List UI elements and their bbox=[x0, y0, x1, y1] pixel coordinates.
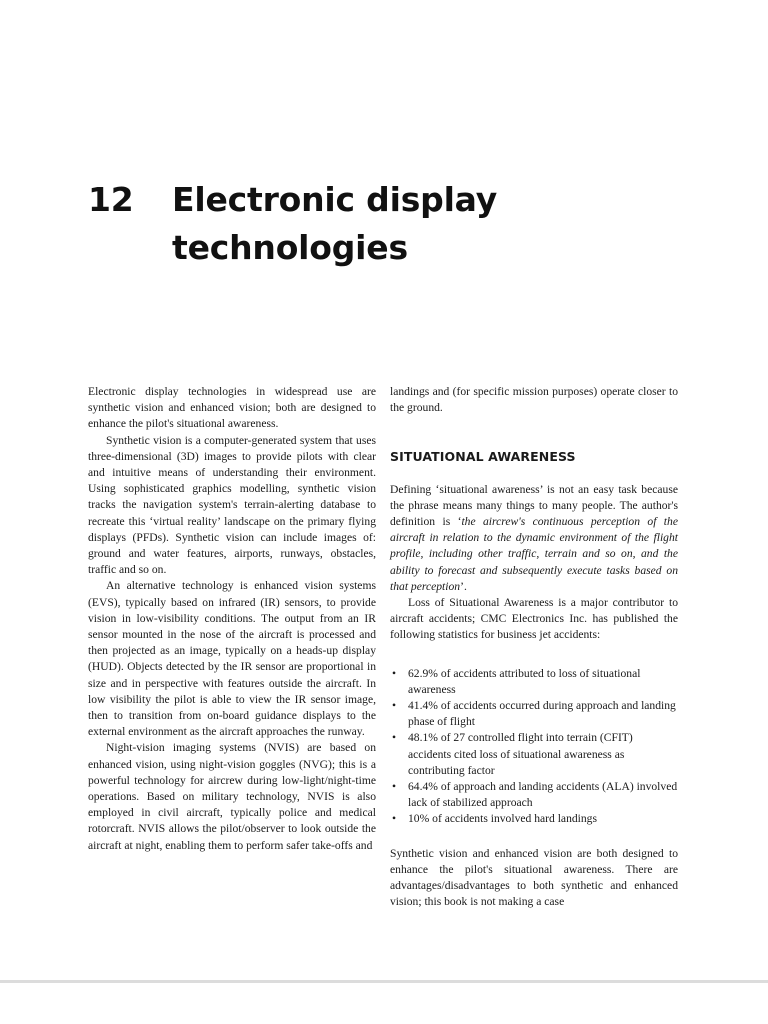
paragraph: Synthetic vision and enhanced vision are both designed to enhance the pilot's situational awareness. There are advantages/disadvantages to both synthetic and enhanced vision; this book is not making a case bbox=[390, 846, 678, 909]
definition-text: the aircrew's continuous perception of the aircraft in relation to the dynamic environment of the flight profile, including other traffic, terrain and so on, and the ability to forecast and subsequently execute tasks based on that perception bbox=[390, 515, 678, 593]
list-item: • 48.1% of 27 controlled flight into terrain (CFIT) accidents cited loss of situational awareness as contributing factor bbox=[390, 730, 678, 779]
paragraph: landings and (for specific mission purposes) operate closer to the ground. bbox=[390, 385, 678, 415]
chapter-heading bbox=[88, 176, 512, 272]
paragraph bbox=[390, 482, 678, 595]
statistics-list bbox=[390, 666, 678, 828]
chapter-number: 12 bbox=[88, 180, 134, 219]
paragraph: An alternative technology is enhanced vision systems (EVS), typically based on infrared (IR) sensors, to provide vision in low-visibility conditions. The output from an IR sensor mounted in the nose of the aircraft is processed and then projected as an image, typically on a heads-up display (HUD). Objects detected by the IR sensor are proportional in size and in perspective with features outside the aircraft. In low visibility the pilot is able to view the IR sensor image, then to transition from on-board guidance displays to the external environment as the aircraft approaches the runway. bbox=[88, 579, 376, 739]
paragraph-text: Defining ‘situational awareness’ is not an easy task because the phrase means many things to many people. The author's definition is ‘ bbox=[390, 482, 678, 529]
chapter-title: Electronic display technologies bbox=[172, 180, 498, 267]
paragraph: Loss of Situational Awareness is a major contributor to aircraft accidents; CMC Electronics Inc. has published the following statistics for business jet accidents: bbox=[390, 596, 678, 642]
paragraph: Electronic display technologies in widespread use are synthetic vision and enhanced vision; both are designed to enhance the pilot's situational awareness. bbox=[88, 385, 376, 431]
list-item: • 41.4% of accidents occurred during approach and landing phase of flight bbox=[390, 698, 678, 730]
paragraph: Synthetic vision is a computer-generated system that uses three-dimensional (3D) images to provide pilots with clear and intuitive means of understanding their environment. Using sophisticated graphics modelling, synthetic vision tracks the navigation system's terrain-alerting database to recreate this ‘virtual reality’ landscape on the primary flying displays (PFDs). Synthetic vision can include images of: ground and water features, airports, runways, obstacles, traffic and so on. bbox=[88, 433, 376, 577]
list-item: • 62.9% of accidents attributed to loss of situational awareness bbox=[390, 666, 678, 698]
list-item: • 64.4% of approach and landing accidents (ALA) involved lack of stabilized approach bbox=[390, 779, 678, 811]
list-item: • 10% of accidents involved hard landings bbox=[390, 811, 678, 827]
section-heading: SITUATIONAL AWARENESS bbox=[390, 449, 576, 465]
paragraph-text: ’. bbox=[460, 579, 467, 593]
left-column bbox=[88, 384, 376, 854]
paragraph: Night-vision imaging systems (NVIS) are based on enhanced vision, using night-vision goggles (NVG); this is a powerful technology for aircrew during low-light/night-time operations. Based on military technology, NVIS is also employed in civil aircraft, typically police and medical rotorcraft. NVIS allows the pilot/observer to look outside the aircraft at night, enabling them to perform safer take-offs and bbox=[88, 741, 376, 852]
right-column bbox=[390, 384, 678, 910]
viewer-bottom-bar bbox=[0, 980, 768, 1024]
